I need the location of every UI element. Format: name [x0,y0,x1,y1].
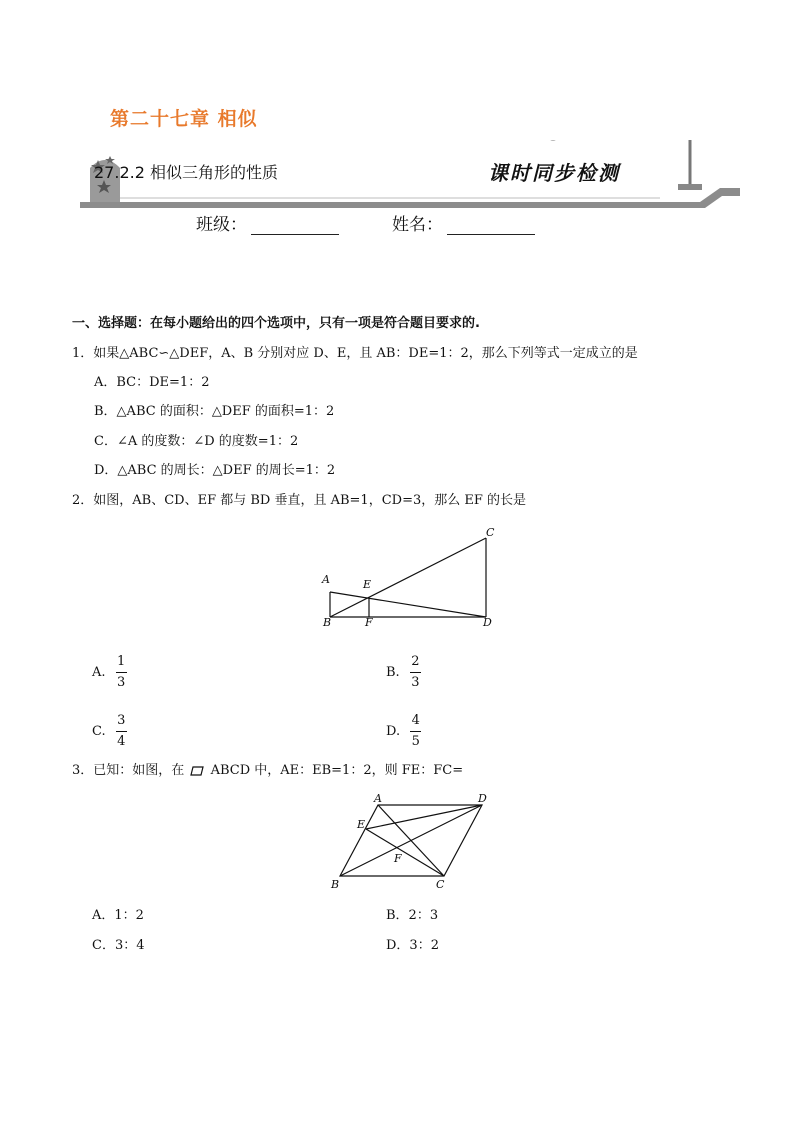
q3-label-f: F [394,852,402,865]
q3-label-b: B [331,878,340,891]
sync-check-label: 课时同步检测 [488,161,620,185]
q3-stem-suffix: ABCD 中，AE：EB=1：2，则 FE：FC= [210,763,464,778]
q3-option-c[interactable]: C．3：4 [92,938,145,953]
q2-option-d-den: 5 [411,734,420,749]
q2-option-d-letter: D. [386,723,401,739]
q3-label-d: D [478,792,487,805]
q1-option-c[interactable]: C．∠A 的度数：∠D 的度数=1：2 [94,434,299,449]
q2-label-f: F [365,616,373,629]
q3-label-e: E [357,818,366,831]
chapter-title: 第二十七章 相似 [110,108,258,130]
q2-option-a[interactable] [92,654,127,691]
q2-label-e: E [363,578,372,591]
q2-option-a-fraction [116,654,127,691]
q2-option-d-fraction [410,713,421,750]
q2-option-b-letter: B. [386,664,400,680]
q3-figure [324,792,504,892]
q2-option-b-fraction [410,654,421,691]
q2-stem: 2．如图，AB、CD、EF 都与 BD 垂直，且 AB=1，CD=3，那么 EF 的长是 [72,493,527,508]
q2-option-c-den: 4 [117,734,126,749]
q2-option-b-den: 3 [411,675,420,690]
section-title: 27.2.2 相似三角形的性质 [94,163,278,182]
q2-label-d: D [483,616,492,629]
q2-option-b[interactable] [386,654,421,691]
q2-option-a-den: 3 [117,675,126,690]
q2-option-c-letter: C. [92,723,106,739]
class-field[interactable] [196,210,339,235]
q2-option-d-num: 4 [411,713,420,728]
q3-option-b[interactable]: B．2：3 [386,908,439,923]
name-field[interactable] [392,210,535,235]
q2-option-c-fraction [116,713,127,750]
parallelogram-icon [190,766,204,776]
q3-label-a: A [374,792,382,805]
q2-option-c-num: 3 [117,713,126,728]
part-heading: 一、选择题：在每小题给出的四个选项中，只有一项是符合题目要求的. [72,316,480,331]
q3-stem-prefix: 3．已知：如图，在 [72,763,185,778]
q2-option-a-num: 1 [117,654,126,669]
q2-option-b-num: 2 [411,654,420,669]
q3-label-c: C [436,878,445,891]
class-label: 班级： [196,215,247,235]
q2-label-b: B [323,616,332,629]
q3-option-a[interactable]: A．1：2 [92,908,144,923]
q1-option-a[interactable]: A．BC：DE=1：2 [94,375,210,390]
q1-option-d[interactable]: D．△ABC 的周长：△DEF 的周长=1：2 [94,463,336,478]
name-blank[interactable] [447,218,535,235]
q2-figure [318,522,508,632]
name-label: 姓名： [392,215,443,235]
q2-label-c: C [486,526,495,539]
q1-option-b[interactable]: B．△ABC 的面积：△DEF 的面积=1：2 [94,404,335,419]
q2-option-d[interactable] [386,713,421,750]
q2-option-c[interactable] [92,713,127,750]
q3-stem [72,762,463,780]
desk-lamp-icon [648,140,702,190]
q3-option-d[interactable]: D．3：2 [386,938,439,953]
q2-label-a: A [322,573,330,586]
class-blank[interactable] [251,218,339,235]
q1-stem: 1．如果△ABC∽△DEF，A、B 分别对应 D、E，且 AB：DE=1：2，那么下列等式一定成立的是 [72,346,638,361]
q2-option-a-letter: A. [92,664,106,680]
